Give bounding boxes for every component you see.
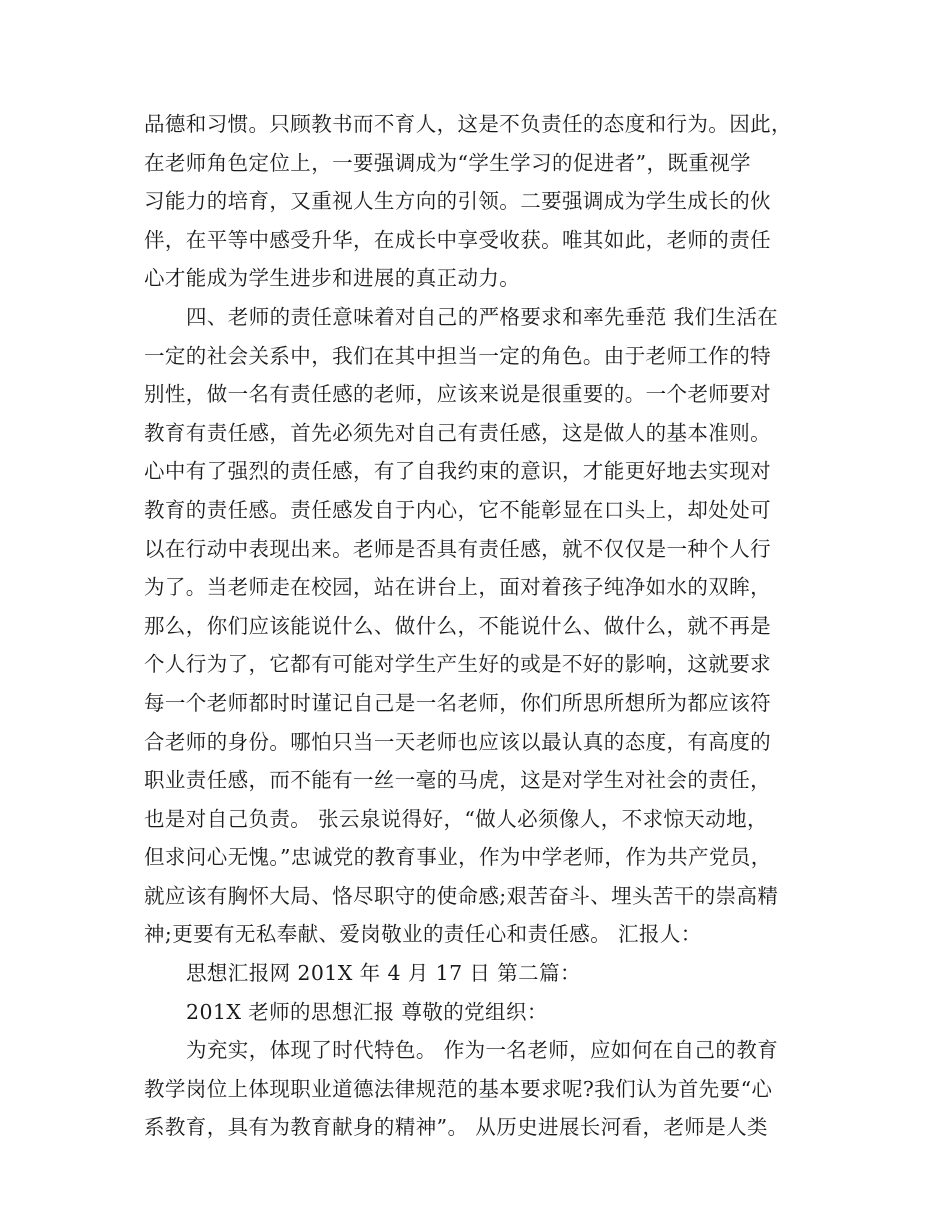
document-body [144,105,814,1147]
text-line: 四、老师的责任意味着对自己的严格要求和率先垂范 我们生活在 [186,304,779,329]
text-line: 职业责任感，而不能有一丝一毫的马虎，这是对学生对社会的责任， [144,768,771,793]
text-line: 教学岗位上体现职业道德法律规范的基本要求呢?我们认为首先要“心 [144,1076,773,1101]
text-line: 别性，做一名有责任感的老师，应该来说是很重要的。一个老师要对 [144,382,771,407]
text-line: 也是对自己负责。 张云泉说得好，“做人必须像人，不求惊天动地， [144,806,768,831]
text-line: 系教育，具有为教育献身的精神”。 从历史进展长河看，老师是人类 [144,1115,768,1140]
text-line: 教育的责任感。责任感发自于内心，它不能彰显在口头上，却处处可 [144,497,771,522]
text-line: 每一个老师都时时谨记自己是一名老师，你们所思所想所为都应该符 [144,690,771,715]
text-line: 品德和习惯。只顾教书而不育人，这是不负责任的态度和行为。因此， [144,112,792,136]
text-line: 就应该有胸怀大局、恪尽职守的使命感;艰苦奋斗、埋头苦干的崇高精 [144,883,779,908]
text-line: 合老师的身份。哪怕只当一天老师也应该以最认真的态度，有高度的 [144,729,771,754]
text-line: 伴，在平等中感受升华，在成长中享受收获。唯其如此，老师的责任 [144,227,771,252]
text-line: 思想汇报网 201X 年 4 月 17 日 第二篇： [186,961,581,986]
text-line: 个人行为了，它都有可能对学生产生好的或是不好的影响，这就要求 [144,652,771,677]
text-line: 教育有责任感，首先必须先对自己有责任感，这是做人的基本准则。 [144,420,771,445]
text-line: 以在行动中表现出来。老师是否具有责任感，就不仅仅是一种个人行 [144,536,771,561]
text-line: 在老师角色定位上，一要强调成为“学生学习的促进者”，既重视学 [144,150,751,175]
text-line: 神;更要有无私奉献、爱岗敬业的责任心和责任感。 汇报人： [144,922,702,947]
text-line: 心才能成为学生进步和进展的真正动力。 [144,266,521,291]
text-line: 但求问心无愧。”忠诚党的教育事业，作为中学老师，作为共产党员， [144,845,772,870]
text-line: 习能力的培育，又重视人生方向的引领。二要强调成为学生成长的伙 [144,189,771,214]
text-line: 为充实，体现了时代特色。 作为一名老师，应如何在自己的教育 [186,1038,779,1063]
text-line: 心中有了强烈的责任感，有了自我约束的意识，才能更好地去实现对 [144,459,771,484]
text-line: 一定的社会关系中，我们在其中担当一定的角色。由于老师工作的特 [144,343,771,368]
text-line: 201X 老师的思想汇报 尊敬的党组织： [186,999,548,1024]
text-line: 那么，你们应该能说什么、做什么，不能说什么、做什么，就不再是 [144,613,771,638]
text-line: 为了。当老师走在校园，站在讲台上，面对着孩子纯净如水的双眸， [144,575,771,600]
